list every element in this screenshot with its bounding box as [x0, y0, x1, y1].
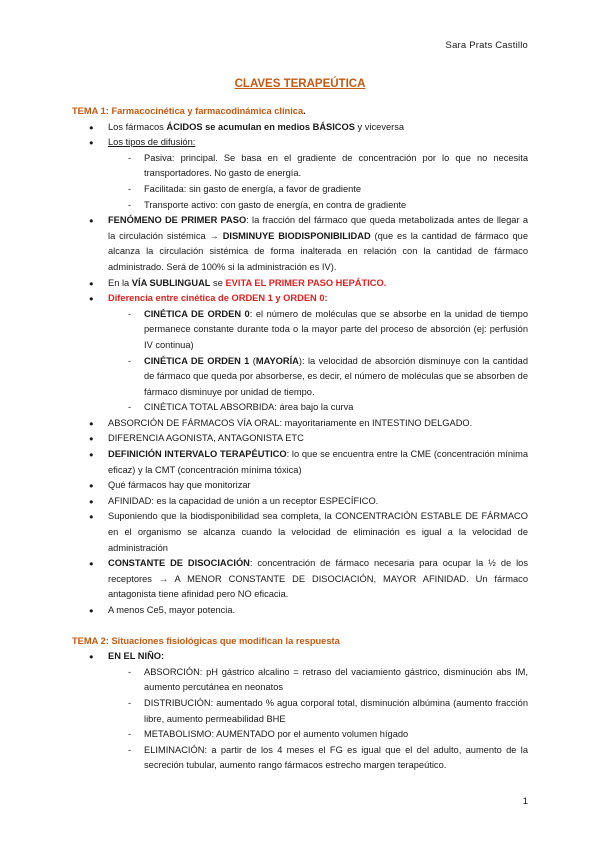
subheading-red: Diferencia entre cinética de ORDEN 1 y ORDEN 0:: [108, 293, 328, 304]
list-item: ● DIFERENCIA AGONISTA, ANTAGONISTA ETC: [72, 431, 528, 447]
sublist-item: [72, 354, 528, 401]
text-bold: VÍA SUBLINGUAL: [131, 277, 211, 288]
text-bold: CINÉTICA DE ORDEN 0: [144, 308, 250, 319]
text: : el número de moléculas que se absorbe en la unidad de tiempo permanece constante durante toda o la mayor parte del proceso de absorción (ej: perfusión IV continua): [144, 308, 528, 350]
orden-sublist: [108, 307, 528, 416]
list-item: ● ABSORCIÓN DE FÁRMACOS VÍA ORAL: mayoritariamente en INTESTINO DELGADO.: [72, 416, 528, 432]
tema1-list: [72, 120, 528, 619]
tema2-title: Situaciones fisiológicas que modifican la respuesta: [111, 635, 340, 646]
sublist-item: [72, 307, 528, 354]
section-heading-tema2: [72, 634, 528, 650]
list-item: ● Qué fármacos hay que monitorizar: [72, 478, 528, 494]
difusion-sublist: [108, 151, 528, 213]
section-heading-tema1: [72, 104, 528, 120]
text-bold: MAYORÍA: [255, 355, 299, 366]
sublist-item: - Pasiva: principal. Se basa en el gradiente de concentración por lo que no necesita transportadores. No gasto de energía.: [72, 151, 528, 182]
tema1-title: Farmacocinética y farmacodinámica clínica: [111, 106, 304, 116]
list-item: [72, 276, 528, 292]
document-body: [72, 104, 528, 774]
sublist-item: - CINÉTICA TOTAL ABSORBIDA: área bajo la curva: [72, 400, 528, 416]
text: se: [210, 277, 226, 288]
list-item: [72, 556, 528, 603]
nino-sublist: [108, 665, 528, 774]
text: : la fracción del fármaco que queda metabolizada antes de llegar a la circulación sistémica →: [108, 215, 528, 241]
list-item: [72, 291, 528, 416]
text-bold: CINÉTICA DE ORDEN 1: [144, 355, 250, 366]
sublist-item: - Transporte activo: con gasto de energía, en contra de gradiente: [72, 198, 528, 214]
tema2-list: [72, 649, 528, 774]
sublist-item: - ELIMINACIÓN: a partir de los 4 meses el FG es igual que el del adulto, aumento de la secreción tubular, aumento rango fármacos estrecho margen terapeútico.: [72, 743, 528, 774]
text: : concentración de fármaco necesaria para ocupar la ½ de los receptores → A MENOR CONSTANTE DE DISOCIACIÓN, MAYOR AFINIDAD. Un fármaco antagonista tiene afinidad pero NO eficacia.: [108, 558, 528, 600]
text-bold: FENÓMENO DE PRIMER PASO: [108, 215, 247, 226]
page-number: 1: [522, 796, 528, 807]
text: ): la velocidad de absorción disminuye con la cantidad de fármaco que queda por absorberse, es decir, el número de moléculas que se absorben de fármaco disminuye por unidad de tiempo.: [144, 355, 528, 397]
text: (que es la cantidad de fármaco que alcanza la circulación sistémica de forma inalterada en relación con la cantidad de fármaco administrado. Será de 100% si la administración es IV).: [108, 230, 529, 272]
list-item: [72, 447, 528, 478]
tema1-title-dot: .: [303, 106, 306, 116]
text: En la: [108, 277, 132, 288]
list-item: ● AFINIDAD: es la capacidad de unión a un receptor ESPECÍFICO.: [72, 494, 528, 510]
text-bold: EN EL NIÑO:: [108, 651, 165, 662]
author-header: Sara Prats Castillo: [445, 40, 528, 51]
list-item: [72, 135, 528, 213]
tema1-label: TEMA 1:: [72, 106, 109, 116]
list-item: [72, 213, 528, 275]
text-bold: ÁCIDOS se acumulan en medios BÁSICOS: [166, 121, 355, 132]
section-spacer: [72, 619, 528, 634]
text: (: [249, 355, 256, 366]
text: y viceversa: [354, 121, 405, 132]
document-title: CLAVES TERAPEÚTICA: [234, 78, 366, 90]
text-bold: CONSTANTE DE DISOCIACIÓN: [108, 558, 250, 569]
text: Los fármacos: [108, 121, 167, 132]
list-item: ● A menos Ce5, mayor potencia.: [72, 603, 528, 619]
list-item: ● Suponiendo que la biodisponibilidad sea completa, la CONCENTRACIÓN ESTABLE DE FÁRMACO en el organismo se alcanza cuando la velocidad de eliminación es igual a la velocidad de administración: [72, 509, 528, 556]
sublist-item: - DISTRIBUCIÓN: aumentado % agua corporal total, disminución albúmina (aumento fracción libre, aumento permeabilidad BHE: [72, 696, 528, 727]
text-red: EVITA EL PRIMER PASO HEPÁTICO.: [225, 277, 387, 288]
subheading-underlined: Los tipos de difusión:: [108, 137, 196, 148]
sublist-item: - METABOLISMO: AUMENTADO por el aumento volumen hígado: [72, 727, 528, 743]
list-item: [72, 120, 528, 136]
tema2-label: TEMA 2:: [72, 635, 109, 646]
text-bold: DISMINUYE BIODISPONIBILIDAD: [222, 230, 371, 241]
text: : lo que se encuentra entre la CME (concentración mínima eficaz) y la CMT (concentración mínima tóxica): [108, 449, 529, 475]
list-item: [72, 649, 528, 774]
text-bold: DEFINICIÓN INTERVALO TERAPÉUTICO: [108, 449, 287, 460]
sublist-item: - ABSORCIÓN: pH gástrico alcalino = retraso del vaciamiento gástrico, disminución abs IM, aumento percutánea en neonatos: [72, 665, 528, 696]
sublist-item: - Facilitada: sin gasto de energía, a favor de gradiente: [72, 182, 528, 198]
